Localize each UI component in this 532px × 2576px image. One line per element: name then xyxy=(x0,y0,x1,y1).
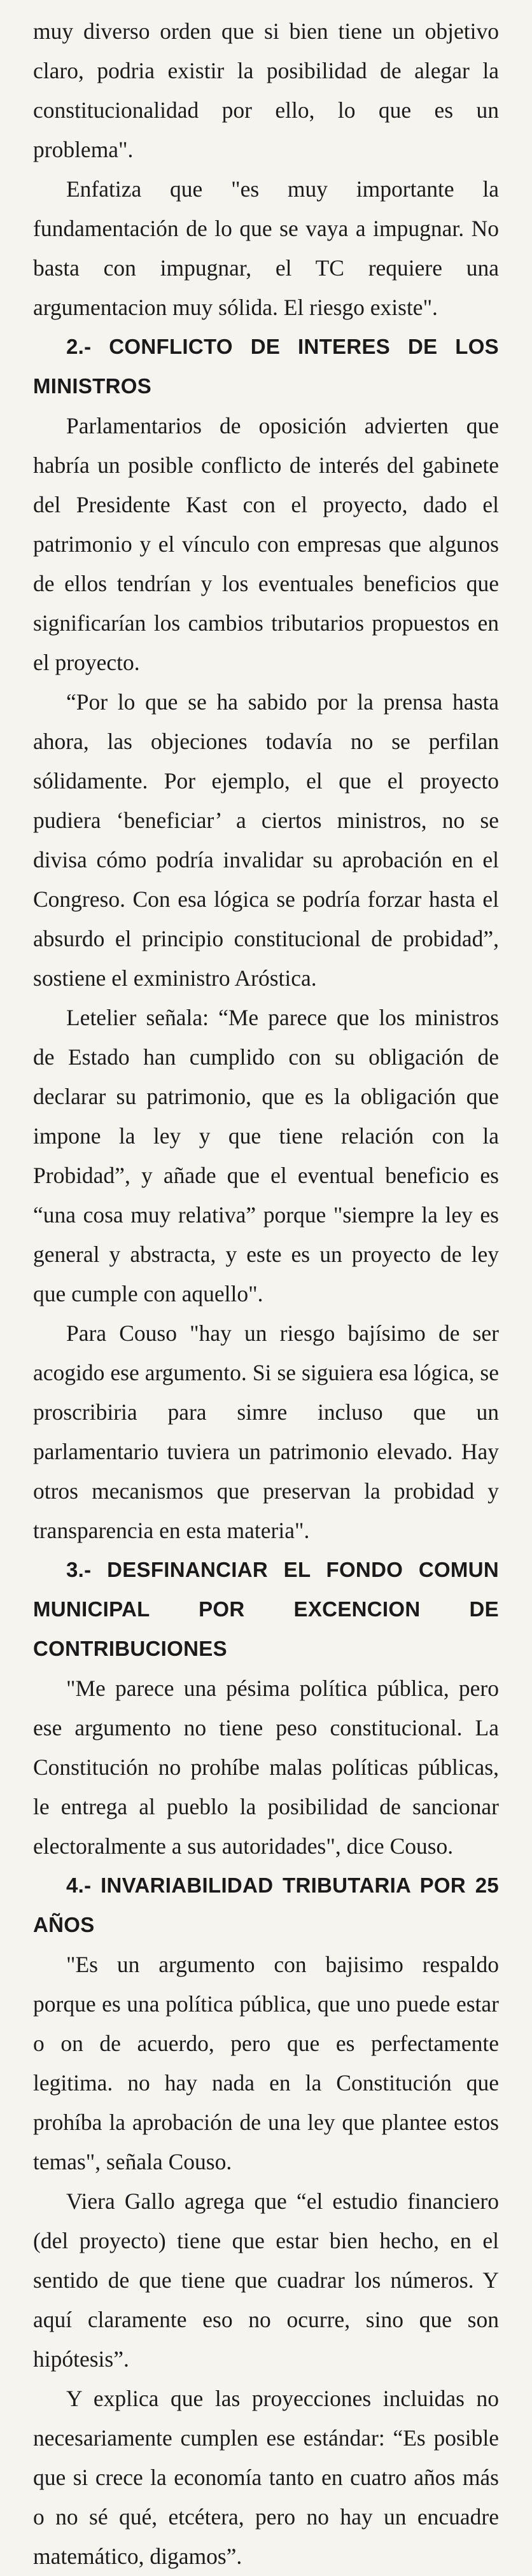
article-column xyxy=(33,11,499,2576)
paragraph-continuation: muy diverso orden que si bien tiene un objetivo claro, podria existir la posibilidad de alegar la constitucionalidad por ello, lo que es un problema". xyxy=(33,18,499,162)
paragraph-couso-riesgo: Para Couso "hay un riesgo bajísimo de ser acogido ese argumento. Si se siguiera esa lógica, se proscribiria para simre incluso que un parlamentario tuviera un patrimonio elevado. Hay otros mecanismos que preservan la probidad y transparencia en esta materia". xyxy=(33,1320,499,1543)
paragraph-letelier: Letelier señala: “Me parece que los ministros de Estado han cumplido con su obligación de declarar su patrimonio, que es la obligación que impone la ley y que tiene relación con la Probidad”, y añade que el eventual beneficio es “una cosa muy relativa” porque "siempre la ley es general y abstracta, y este es un proyecto de ley que cumple con aquello". xyxy=(33,1005,499,1306)
paragraph-fundamentacion: Enfatiza que "es muy importante la fundamentación de lo que se vaya a impugnar. No basta con impugnar, el TC requiere una argumentacion muy sólida. El riesgo existe". xyxy=(33,176,499,320)
paragraph-proyecciones: Y explica que las proyecciones incluidas no necesariamente cumplen ese estándar: “Es posible que si crece la economía tanto en cuatro años más o no sé qué, etcétera, pero no hay un encuadre matemático, digamos”. xyxy=(33,2386,499,2569)
section-heading-fondo-comun: 3.- DESFINANCIAR EL FONDO COMUN MUNICIPAL POR EXCENCION DE CONTRIBUCIONES xyxy=(33,1558,499,1660)
paragraph-pesima-politica: "Me parece una pésima política pública, pero ese argumento no tiene peso constitucional. La Constitución no prohíbe malas políticas públicas, le entrega al pueblo la posibilidad de sancionar electoralmente a sus autoridades", dice Couso. xyxy=(33,1676,499,1859)
paragraph-bajisimo-respaldo: "Es un argumento con bajisimo respaldo porque es una política pública, que uno puede estar o on de acuerdo, pero que es perfectamente legitima. no hay nada en la Constitución que prohíba la aprobación de una ley que plantee estos temas", señala Couso. xyxy=(33,1952,499,2174)
paragraph-parlamentarios: Parlamentarios de oposición advierten que habría un posible conflicto de interés del gabinete del Presidente Kast con el proyecto, dado el patrimonio y el vínculo con empresas que algunos de ellos tendrían y los eventuales beneficios que significarían los cambios tributarios propuestos en el proyecto. xyxy=(33,413,499,675)
section-heading-invariabilidad: 4.- INVARIABILIDAD TRIBUTARIA POR 25 AÑOS xyxy=(33,1873,499,1936)
section-heading-conflicto-interes: 2.- CONFLICTO DE INTERES DE LOS MINISTROS xyxy=(33,335,499,398)
paragraph-arostica-quote: “Por lo que se ha sabido por la prensa hasta ahora, las objeciones todavía no se perfilan sólidamente. Por ejemplo, el que el proyecto pudiera ‘beneficiar’ a ciertos ministros, no se divisa cómo podría invalidar su aprobación en el Congreso. Con esa lógica se podría forzar hasta el absurdo el principio constitucional de probidad”, sostiene el exministro Aróstica. xyxy=(33,689,499,991)
paragraph-viera-gallo: Viera Gallo agrega que “el estudio financiero (del proyecto) tiene que estar bien hecho, en el sentido de que tiene que cuadrar los números. Y aquí claramente eso no ocurre, sino que son hipótesis”. xyxy=(33,2188,499,2372)
